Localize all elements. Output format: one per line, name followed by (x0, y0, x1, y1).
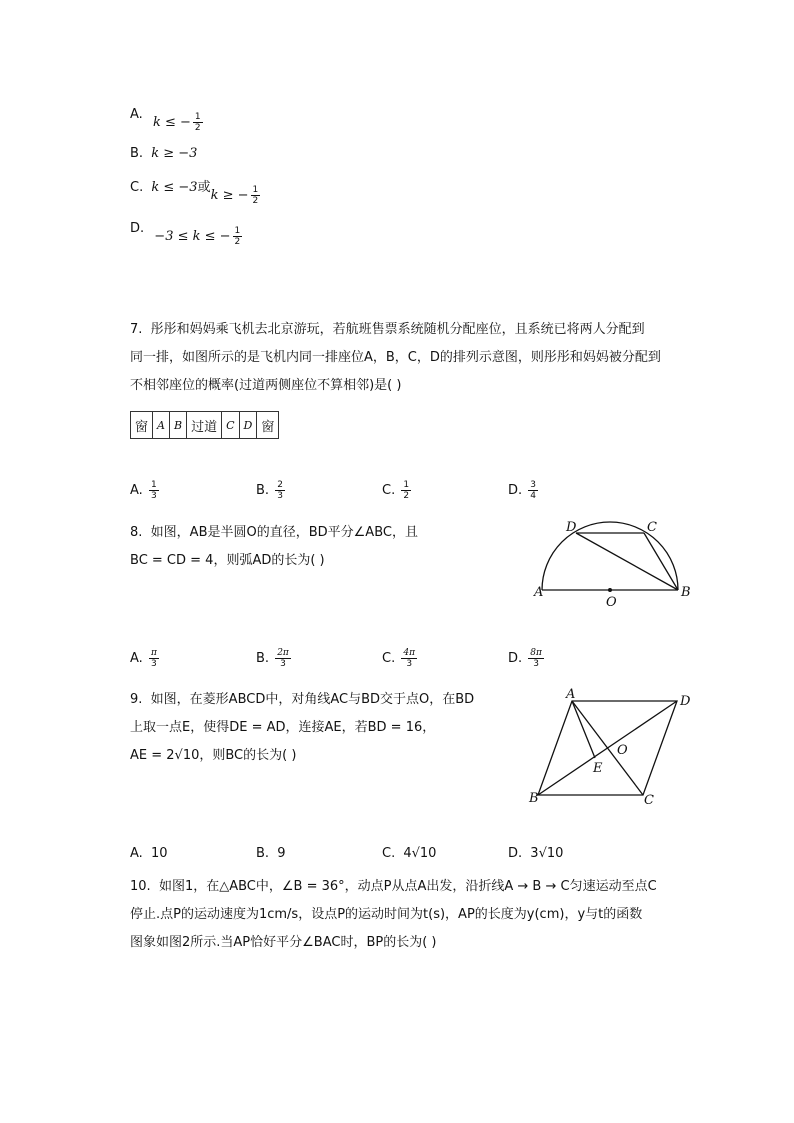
q7-stem (130, 316, 661, 400)
q8-option-b: B. $\frac{2\pi}{3}$ (256, 648, 289, 669)
q7-line-3: 不相邻座位的概率(过道两侧座位不算相邻)是( ) (130, 378, 402, 393)
fraction: $\frac{1}{2}$ (403, 480, 410, 501)
seat-window-right: 窗 (257, 412, 279, 439)
q7-option-d: D. $\frac{3}{4}$ (508, 480, 537, 501)
q6-option-d (130, 218, 244, 247)
fraction: $\frac{1}{2}$ (252, 185, 259, 206)
segment-ae (572, 701, 595, 758)
option-text: k ≤ − (152, 115, 191, 130)
option-text: k ≥ −3 (151, 146, 198, 161)
fraction: $\frac{\pi}{3}$ (150, 648, 157, 669)
label-b: B (529, 791, 539, 806)
q8-option-d: D. $\frac{8\pi}{3}$ (508, 648, 542, 669)
q9-line-2: 上取一点E，使得DE = AD，连接AE，若BD = 16， (130, 720, 436, 735)
center-point (608, 588, 612, 592)
seat-table (130, 411, 279, 439)
q6-option-b (130, 146, 197, 161)
option-or: 或 (197, 180, 211, 195)
option-label: D. (130, 221, 145, 236)
option-text: −3 ≤ k ≤ − (154, 229, 231, 244)
label-b: B (681, 585, 691, 600)
q10-line-1: 10. 如图1，在△ABC中，∠B = 36°，动点P从点A出发，沿折线A → B → C匀速运动至点C (130, 879, 657, 894)
q9-option-c: C. 4√10 (382, 846, 437, 861)
q6-option-c (130, 176, 262, 206)
fraction: $\frac{3}{4}$ (530, 480, 537, 501)
q10-line-3: 图象如图2所示.当AP恰好平分∠BAC时，BP的长为( ) (130, 935, 437, 950)
seat-row (131, 412, 279, 439)
chord-cb (644, 533, 678, 590)
q7-option-b: B. $\frac{2}{3}$ (256, 480, 283, 501)
seat-aisle: 过道 (187, 412, 222, 439)
q8-stem (130, 519, 418, 575)
q9-stem (130, 686, 474, 770)
q9-figure (525, 686, 700, 810)
q8-option-a: A. $\frac{\pi}{3}$ (130, 648, 157, 669)
q9-line-1: 9. 如图，在菱形ABCD中，对角线AC与BD交于点O，在BD (130, 692, 475, 707)
q7-option-c: C. $\frac{1}{2}$ (382, 480, 410, 501)
label-d: D (680, 694, 691, 709)
label-c: C (647, 520, 657, 535)
q7-line-2: 同一排，如图所示的是飞机内同一排座位A，B，C，D的排列示意图，则彤彤和妈妈被分配到 (130, 350, 661, 365)
fraction: $\frac{8\pi}{3}$ (530, 648, 542, 669)
q9-option-a: A. 10 (130, 846, 168, 861)
q9-line-3: AE = 2√10，则BC的长为( ) (130, 748, 297, 763)
fraction: $\frac{2\pi}{3}$ (277, 648, 289, 669)
q10-stem (130, 873, 657, 957)
option-label: C. (130, 180, 144, 195)
q9-option-b: B. 9 (256, 846, 286, 861)
question-number: 7. (130, 322, 143, 337)
option-text-b: k ≥ − (210, 188, 249, 203)
question-number: 10. (130, 879, 151, 894)
diagonal-bd (538, 701, 677, 795)
option-text-a: k ≤ −3 (151, 180, 198, 195)
option-label: A. (130, 107, 143, 122)
option-label: B. (130, 146, 144, 161)
question-number: 9. (130, 692, 143, 707)
q7-line-1: 7. 彤彤和妈妈乘飞机去北京游玩，若航班售票系统随机分配座位，且系统已将两人分配到 (130, 322, 645, 337)
q8-option-c: C. $\frac{4\pi}{3}$ (382, 648, 416, 669)
label-o: O (606, 595, 617, 610)
label-a: A (566, 687, 576, 702)
q7-option-a: A. $\frac{1}{3}$ (130, 480, 157, 501)
label-d: D (566, 520, 577, 535)
q9-option-d: D. 3√10 (508, 846, 564, 861)
question-number: 8. (130, 525, 143, 540)
fraction: $\frac{1}{2}$ (194, 112, 201, 133)
fraction: $\frac{1}{3}$ (150, 480, 157, 501)
seat-b: B (169, 412, 186, 439)
q6-option-a (130, 104, 205, 133)
fraction: $\frac{1}{2}$ (234, 226, 241, 247)
q10-line-2: 停止.点P的运动速度为1cm/s，设点P的运动时间为t(s)，AP的长度为y(cm)，y与t的函数 (130, 907, 643, 922)
q8-line-2: BC = CD = 4，则弧AD的长为( ) (130, 553, 325, 568)
fraction: $\frac{2}{3}$ (277, 480, 283, 501)
q8-figure (530, 518, 695, 610)
fraction: $\frac{4\pi}{3}$ (403, 648, 416, 669)
seat-d: D (239, 412, 257, 439)
seat-c: C (222, 412, 239, 439)
q8-line-1: 8. 如图，AB是半圆O的直径，BD平分∠ABC，且 (130, 525, 418, 540)
label-o: O (617, 743, 628, 758)
label-e: E (593, 761, 603, 776)
chord-db (576, 533, 678, 590)
seat-a: A (153, 412, 170, 439)
label-a: A (534, 585, 544, 600)
label-c: C (644, 793, 654, 808)
seat-window-left: 窗 (131, 412, 153, 439)
